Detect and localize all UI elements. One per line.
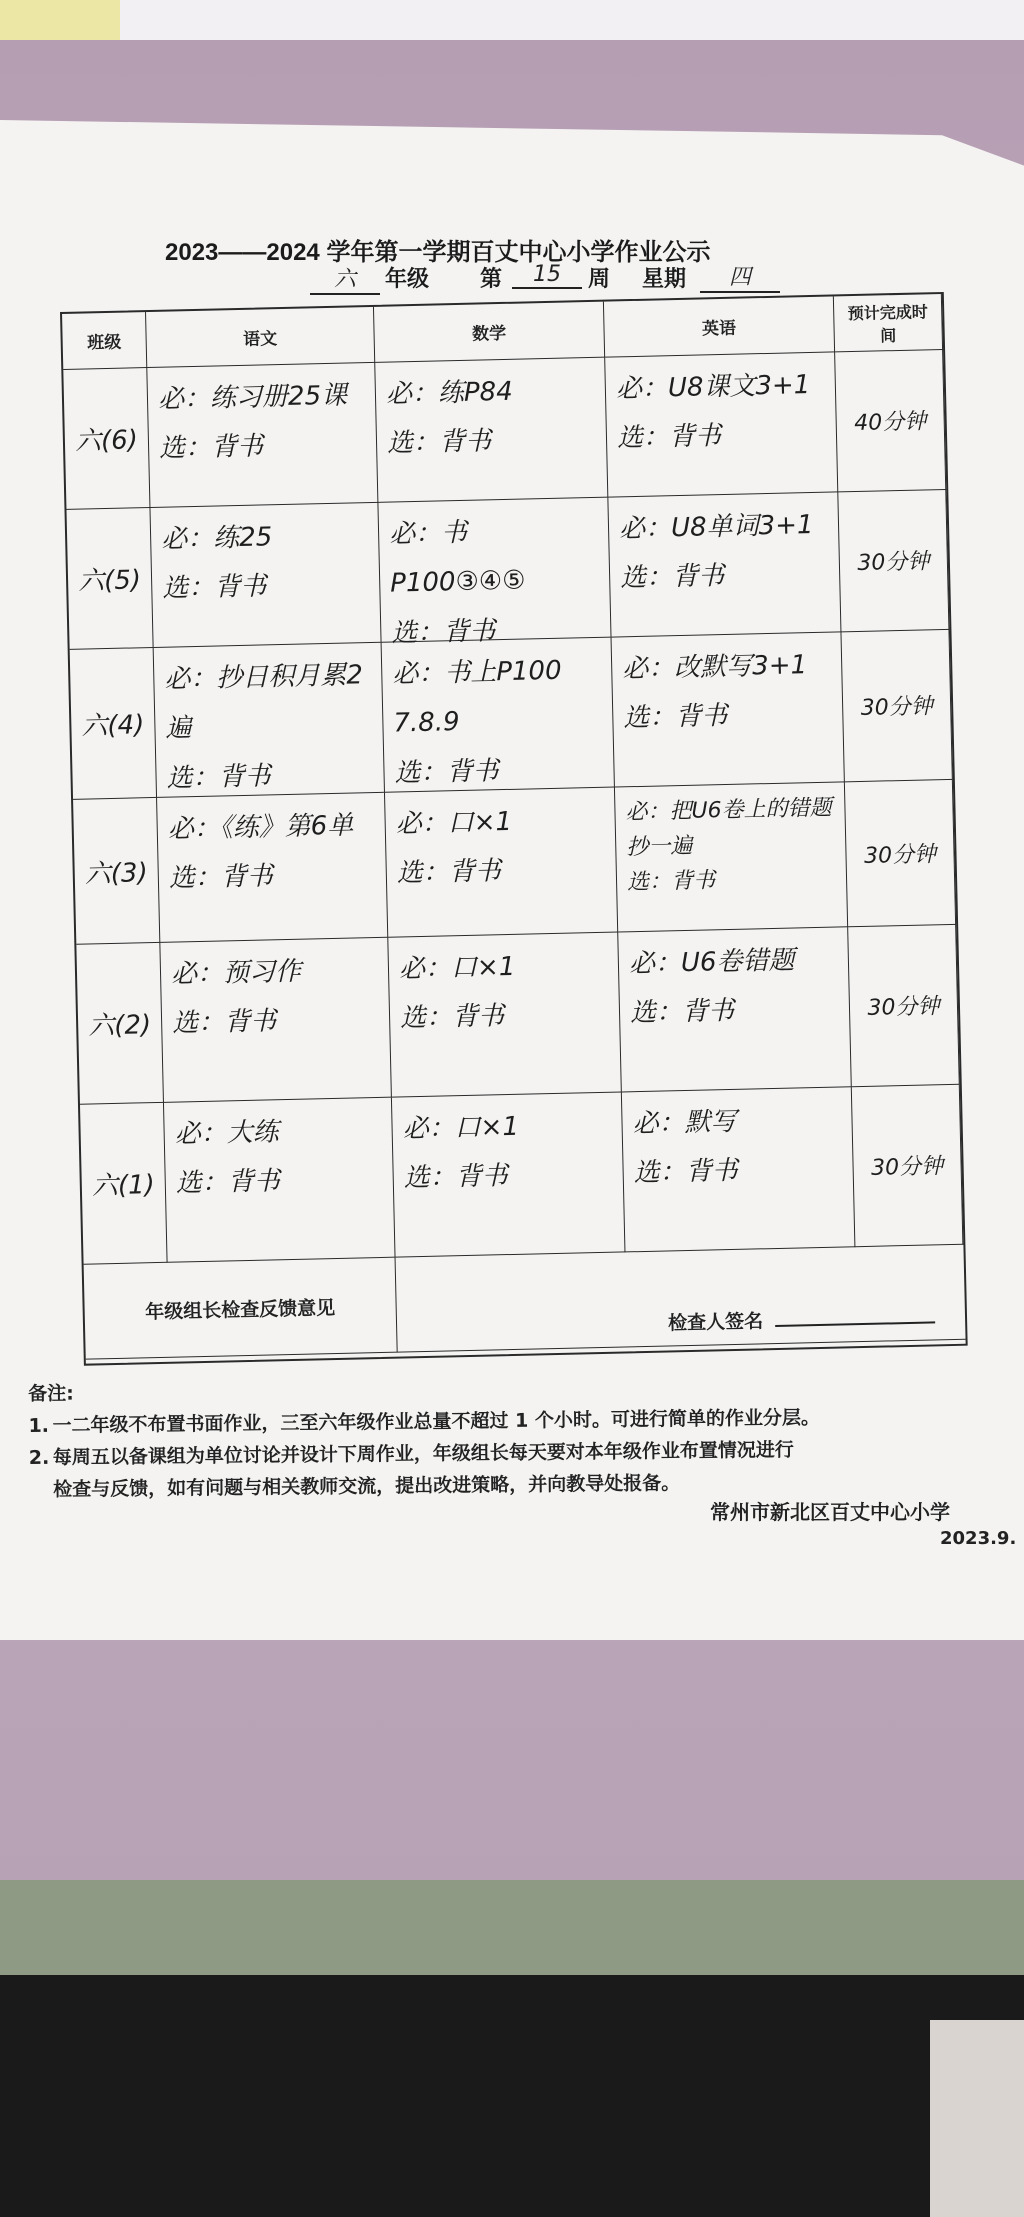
row-math: 必：书P100③④⑤ 选：背书 — [378, 498, 611, 643]
document-date: 2023.9. — [940, 1528, 1017, 1549]
notes-heading: 备注: — [28, 1382, 74, 1405]
row-class: 六(6) — [63, 368, 150, 510]
row-chinese: 必：大练 选：背书 — [164, 1098, 396, 1263]
signer-field — [668, 1302, 936, 1335]
note-item: 检查与反馈，如有问题与相关教师交流，提出改进策略，并向教导处报备。 — [53, 1472, 681, 1501]
row-math: 必：口×1 选：背书 — [388, 932, 622, 1097]
note-item: 1. 一二年级不布置书面作业，三至六年级作业总量不超过 1 个小时。可进行简单的作业分层。 — [28, 1406, 821, 1437]
row-english: 必：改默写3+1 选：背书 — [612, 632, 845, 787]
row-math: 必：口×1 选：背书 — [392, 1092, 626, 1257]
weekday-value: 四 — [700, 260, 780, 293]
school-name: 常州市新北区百丈中心小学 — [710, 1500, 950, 1524]
weekday-label: 星期 — [642, 267, 687, 292]
row-chinese: 必：《练》第6单 选：背书 — [157, 793, 388, 943]
row-english: 必：U6卷错题 选：背书 — [618, 927, 852, 1092]
row-english: 必：把U6卷上的错题抄一遍 选：背书 — [615, 782, 848, 932]
feedback-label: 年级组长检查反馈意见 — [84, 1258, 398, 1360]
row-time: 40分钟 — [835, 350, 946, 492]
header-time: 预计完成时间 — [834, 294, 943, 352]
row-english: 必：默写 选：背书 — [622, 1087, 856, 1252]
note-item: 2. 每周五以备课组为单位讨论并设计下周作业，年级组长每天要对本年级作业布置情况进行 — [28, 1438, 794, 1469]
row-chinese: 必：练25 选：背书 — [150, 503, 381, 648]
signature-line — [775, 1321, 935, 1327]
row-english: 必：U8课文3+1 选：背书 — [605, 352, 838, 497]
grade-label: 年级 — [385, 267, 430, 292]
header-class: 班级 — [62, 312, 147, 370]
week-value: 15 — [512, 262, 582, 289]
grade-value: 六 — [310, 262, 380, 295]
header-chinese: 语文 — [146, 307, 375, 368]
row-class: 六(5) — [66, 508, 153, 650]
homework-table — [60, 292, 968, 1366]
header-math: 数学 — [374, 302, 605, 363]
week-prefix: 第 — [480, 267, 503, 292]
row-class: 六(1) — [80, 1103, 168, 1265]
row-class: 六(2) — [76, 943, 164, 1105]
row-time: 30分钟 — [841, 630, 952, 782]
row-math: 必：口×1 选：背书 — [385, 788, 618, 938]
row-math: 必：练P84 选：背书 — [375, 358, 608, 503]
row-time: 30分钟 — [845, 780, 956, 927]
background-green-strip — [0, 1880, 1024, 1980]
row-time: 30分钟 — [848, 925, 960, 1087]
row-class: 六(3) — [73, 798, 160, 945]
row-math: 必：书上P100 7.8.9 选：背书 — [382, 638, 615, 793]
background-object — [930, 2020, 1024, 2217]
header-english: 英语 — [604, 296, 835, 357]
row-chinese: 必：练习册25课 选：背书 — [147, 363, 378, 508]
row-class: 六(4) — [70, 648, 157, 800]
week-suffix: 周 — [588, 267, 611, 292]
page-title: 2023——2024 学年第一学期百丈中心小学作业公示 — [165, 239, 711, 266]
background-floor — [0, 1975, 1024, 2217]
row-chinese: 必：预习作 选：背书 — [160, 938, 392, 1103]
signer-label: 检查人签名 — [667, 1310, 764, 1335]
notes-section — [28, 1368, 1019, 1506]
row-time: 30分钟 — [838, 490, 949, 632]
row-time: 30分钟 — [852, 1085, 964, 1247]
row-chinese: 必：抄日积月累2遍 选：背书 — [154, 643, 385, 798]
feedback-area — [396, 1245, 966, 1353]
row-english: 必：U8单词3+1 选：背书 — [608, 492, 841, 637]
